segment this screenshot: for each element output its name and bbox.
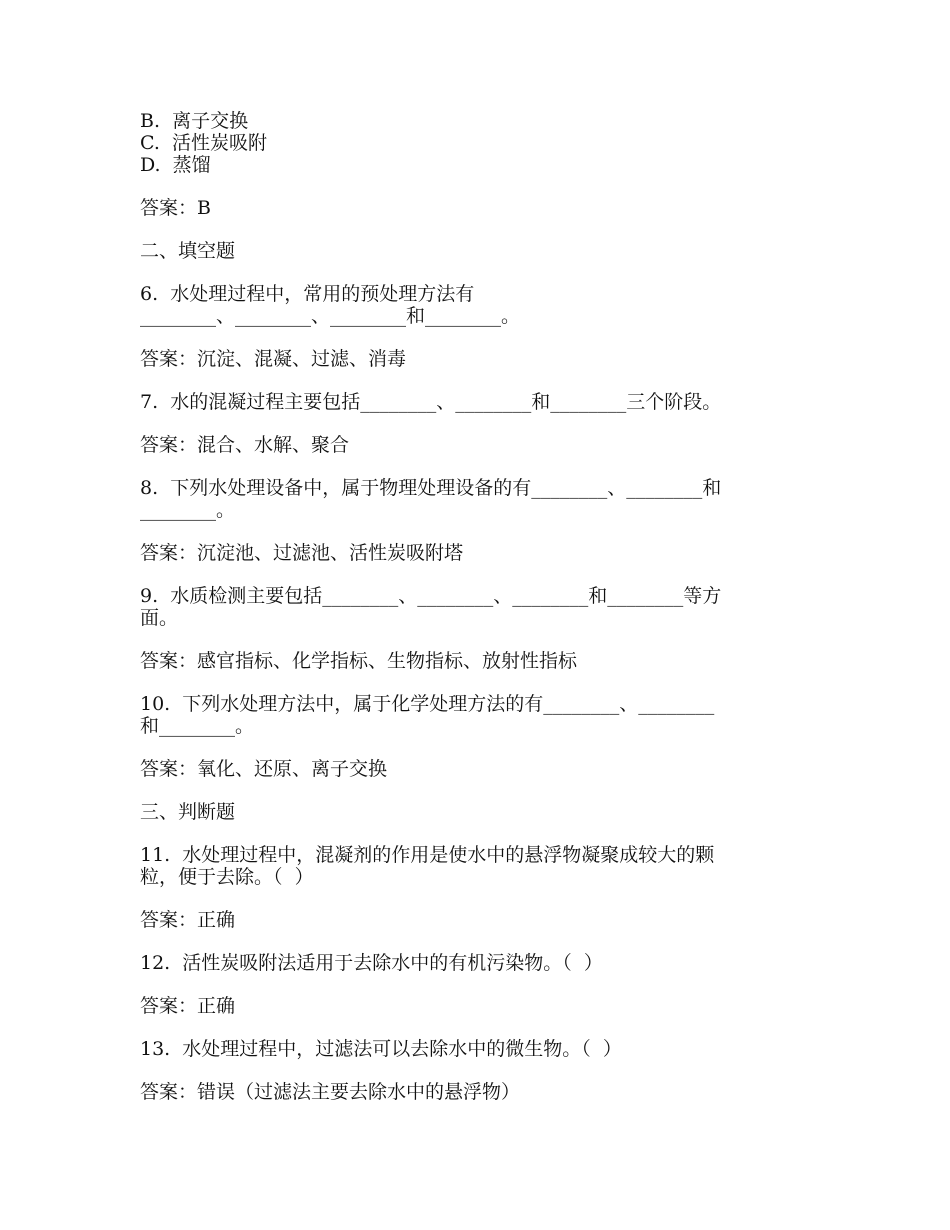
question-11-line-1: 11. 水处理过程中，混凝剂的作用是使水中的悬浮物凝聚成较大的颗	[140, 844, 715, 866]
question-13-line-1: 13. 水处理过程中，过滤法可以去除水中的微生物。（ ）	[140, 1038, 622, 1060]
answer-11: 答案：正确	[140, 909, 236, 931]
answer-13: 答案：错误（过滤法主要去除水中的悬浮物）	[140, 1081, 521, 1103]
answer-5: 答案：B	[140, 197, 211, 219]
question-11	[140, 844, 815, 888]
question-6-line-1: 6. 水处理过程中，常用的预处理方法有	[140, 283, 475, 305]
question-8-line-2: ________。	[140, 499, 236, 521]
question-8-line-1: 8. 下列水处理设备中，属于物理处理设备的有________、________和	[140, 477, 722, 499]
question-9-line-1: 9. 水质检测主要包括________、________、________和________等方	[140, 585, 722, 607]
answer-12: 答案：正确	[140, 995, 236, 1017]
option-b: B. 离子交换	[140, 110, 249, 132]
question-9	[140, 585, 815, 629]
question-7	[140, 391, 815, 413]
answer-8: 答案：沉淀池、过滤池、活性炭吸附塔	[140, 542, 464, 564]
document-page	[140, 110, 815, 1124]
question-10-line-2: 和________。	[140, 715, 255, 737]
section-fill-blank-title: 二、填空题	[140, 240, 236, 262]
question-6	[140, 283, 815, 327]
option-c: C. 活性炭吸附	[140, 132, 267, 154]
option-d: D. 蒸馏	[140, 154, 211, 176]
question-11-line-2: 粒，便于去除。（ ）	[140, 866, 314, 888]
options-block	[140, 110, 815, 176]
section-true-false-title: 三、判断题	[140, 801, 236, 823]
question-8	[140, 477, 815, 521]
question-6-line-2: ________、________、________和________。	[140, 305, 521, 327]
question-9-line-2: 面。	[140, 607, 179, 629]
answer-10: 答案：氧化、还原、离子交换	[140, 758, 388, 780]
question-12	[140, 952, 815, 974]
question-13	[140, 1038, 815, 1060]
answer-6: 答案：沉淀、混凝、过滤、消毒	[140, 348, 407, 370]
question-10-line-1: 10. 下列水处理方法中，属于化学处理方法的有________、________	[140, 693, 715, 715]
answer-9: 答案：感官指标、化学指标、生物指标、放射性指标	[140, 650, 578, 672]
answer-7: 答案：混合、水解、聚合	[140, 434, 350, 456]
question-12-line-1: 12. 活性炭吸附法适用于去除水中的有机污染物。（ ）	[140, 952, 603, 974]
question-10	[140, 693, 815, 737]
question-7-line-1: 7. 水的混凝过程主要包括________、________和________三个阶段。	[140, 391, 722, 413]
